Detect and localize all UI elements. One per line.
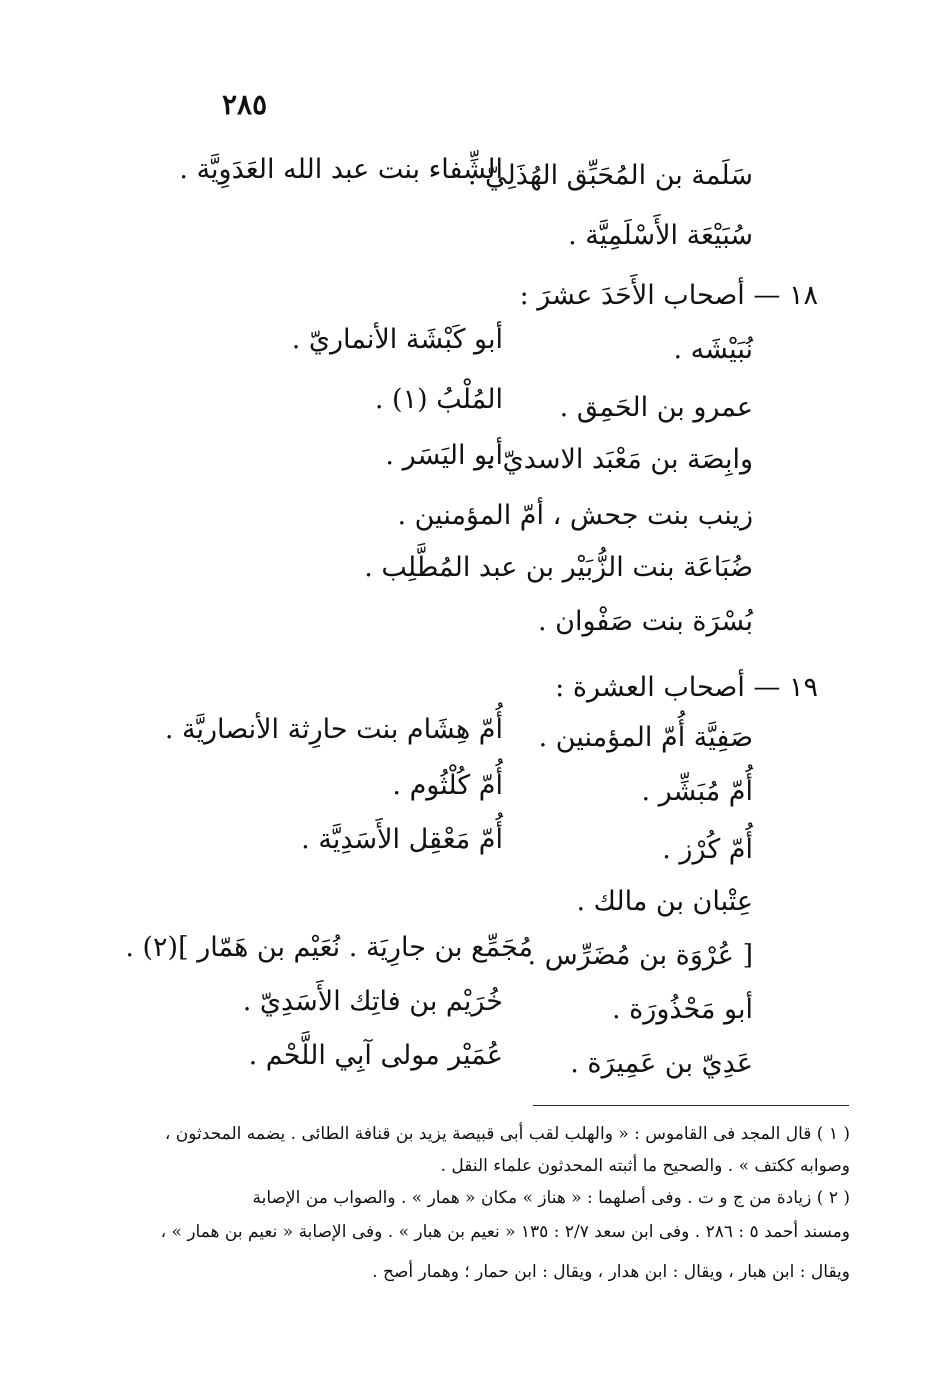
entry-right: عَدِيّ بن عَمِيرَة . xyxy=(570,1048,753,1079)
section-heading: ١٩ — أصحاب العشرة : xyxy=(555,672,818,703)
entry-left: الشِّفاء بنت عبد الله العَدَوِيَّة . xyxy=(179,154,503,185)
entry-right: بُسْرَة بنت صَفْوان . xyxy=(537,606,753,637)
footnote-line: ( ١ ) قال المجد فى القاموس : « والهلب لقب أبى قبيصة يزيد بن قنافة الطائى . يضمه المحدثون ، xyxy=(164,1124,850,1144)
entry-right: سَلَمة بن المُحَبِّق الهُذَلِيّ . xyxy=(467,160,753,191)
entry-right: سُبَيْعَة الأَسْلَمِيَّة . xyxy=(568,220,753,251)
page-number: ٢٨٥ xyxy=(222,88,268,121)
entry-right: وابِصَة بن مَعْبَد الاسديّ . xyxy=(485,444,753,475)
entry-left: المُلْبُ (١) . xyxy=(374,384,503,415)
entry-right: عمرو بن الحَمِق . xyxy=(559,392,753,423)
entry-left: أبو اليَسَر . xyxy=(385,440,503,471)
footnote-line: ومسند أحمد ٥ : ٢٨٦ . وفى ابن سعد ٢/٧ : ١٣٥ « نعيم بن هبار » . وفى الإصابة « نعيم بن همار » ، xyxy=(160,1222,850,1242)
entry-left: خُرَيْم بن فاتِك الأَسَدِيّ . xyxy=(242,986,503,1017)
entry-right: ضُبَاعَة بنت الزُّبَيْر بن عبد المُطَّلِب . xyxy=(364,552,753,583)
entry-right: أُمّ كُرْز . xyxy=(662,834,753,865)
entry-left: أبو كَبْشَة الأنماريّ . xyxy=(291,324,503,355)
entry-left: أُمّ مَعْقِل الأَسَدِيَّة . xyxy=(301,824,503,855)
footnote-divider xyxy=(533,1105,849,1106)
entry-right: صَفِيَّة أُمّ المؤمنين . xyxy=(538,722,753,753)
entry-right: [ عُرْوَة بن مُضَرِّس . xyxy=(527,940,753,971)
entry-right: زينب بنت جحش ، أمّ المؤمنين . xyxy=(397,500,753,531)
section-heading: ١٨ — أصحاب الأَحَدَ عشرَ : xyxy=(519,280,818,311)
footnote-line: ( ٢ ) زيادة من ج و ت . وفى أصلهما : « هناز » مكان « همار » . والصواب من الإصابة xyxy=(252,1188,850,1208)
footnote-line: ويقال : ابن هبار ، ويقال : ابن هدار ، ويقال : ابن حمار ؛ وهمار أصح . xyxy=(372,1262,850,1282)
entry-right: نُبَيْشَه . xyxy=(673,334,753,365)
entry-left: أُمّ هِشَام بنت حارِثة الأنصاريَّة . xyxy=(164,714,503,745)
entry-left: عُمَيْر مولى آبِي اللَّحْم . xyxy=(248,1040,503,1071)
footnote-line: وصوابه ككتف » . والصحيح ما أثبته المحدثون علماء النقل . xyxy=(440,1156,850,1176)
entry-right: أُمّ مُبَشِّر . xyxy=(641,776,753,807)
entry-right: أبو مَحْذُورَة . xyxy=(612,994,753,1025)
entry-left: أُمّ كُلْثُوم . xyxy=(392,770,503,801)
entry-left: مُجَمِّع بن جارِيَة . نُعَيْم بن هَمّار ](٢) . xyxy=(125,932,533,963)
entry-right: عِتْبان بن مالك . xyxy=(576,886,753,917)
